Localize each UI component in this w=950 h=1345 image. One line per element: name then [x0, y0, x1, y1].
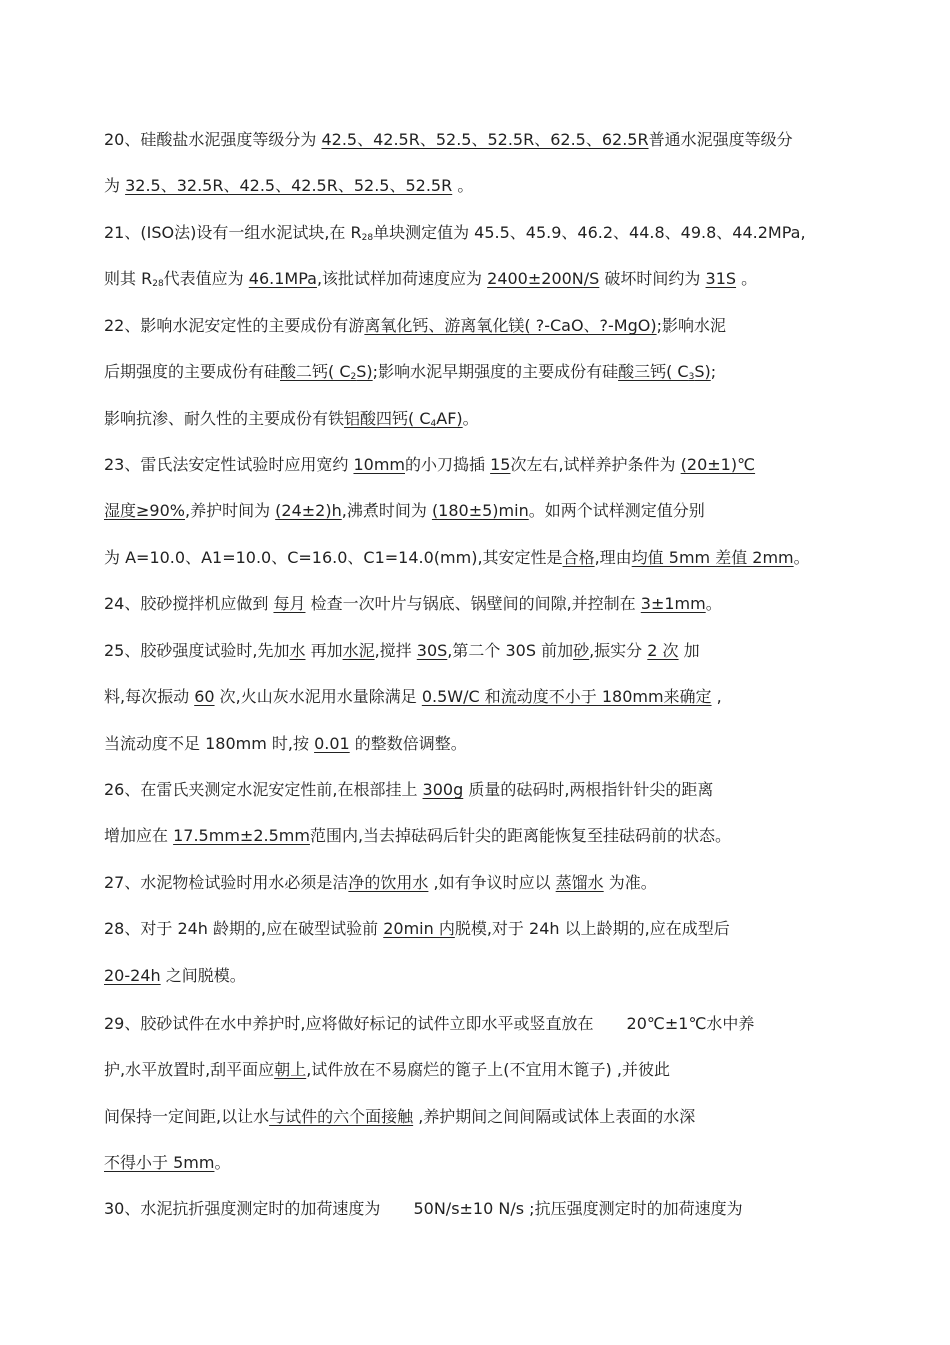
q23-text: ,养护时间为 — [184, 501, 271, 520]
q28-answer-demold-time: 20min 内 — [383, 919, 455, 938]
q22-answer-text: 酸三钙( C — [618, 362, 689, 381]
q29-text: ,养护期间之间间隔或试体上表面的水深 — [418, 1107, 696, 1126]
q29-text: 护,水平放置时,刮平面应 — [104, 1060, 275, 1079]
q22-answer-text: S) — [694, 362, 711, 381]
q20-line-2 — [104, 175, 864, 197]
q29-text: 。 — [214, 1153, 231, 1172]
q23-answer-humidity: 湿度≥90% — [104, 501, 185, 520]
q22-subscript: 2 — [350, 372, 357, 382]
q28-text: 之间脱模。 — [165, 966, 246, 985]
q27-answer-drinking-water: 净的饮用水 — [348, 873, 429, 892]
q22-answer-text: 铝酸四钙( C — [344, 409, 431, 428]
q27-text: ,如有争议时应以 — [433, 873, 551, 892]
q25-line-2 — [104, 686, 864, 708]
q23-answer-boiling: (180±5)min — [431, 501, 529, 520]
q30-text: 30、水泥抗折强度测定时的加荷速度为 — [104, 1199, 381, 1218]
q23-text: 23、雷氏法安定性试验时应用宽约 — [104, 455, 349, 474]
q27-text: 为准。 — [608, 873, 657, 892]
q29-answer-temperature: 20℃±1℃水中养 — [626, 1014, 755, 1033]
q29-answer-contact: 与试件的六个面接触 — [269, 1107, 414, 1126]
q23-answer-temp: (20±1)℃ — [680, 455, 756, 474]
q22-answer-text: AF) — [436, 409, 463, 428]
q25-line-3 — [104, 733, 864, 755]
q25-answer-cement: 水泥 — [342, 641, 375, 660]
q29-text: ,试件放在不易腐烂的篦子上(不宜用木篦子) — [306, 1060, 612, 1079]
q21-answer-rate: 2400±200N/S — [487, 269, 600, 288]
q26-text: 增加应在 — [104, 826, 169, 845]
q21-answer-representative: 46.1MPa — [248, 269, 317, 288]
q25-answer-water: 水 — [289, 641, 306, 660]
q21-text: 代表值应为 — [163, 269, 244, 288]
q25-text: 的整数倍调整。 — [354, 734, 467, 753]
q21-text: 破坏时间约为 — [604, 269, 701, 288]
q29-line-4 — [104, 1152, 864, 1174]
q25-answer-text: 0.5W/C 和流动度不小于 180mm — [421, 687, 664, 706]
q26-answer-weight: 300g — [422, 780, 464, 799]
q21-text: 单块测定值为 45.5、45.9、46.2、44.8、49.8、44.2MPa, — [373, 223, 806, 242]
q21-text: ,该批试样加荷速度应为 — [316, 269, 483, 288]
q26-text: 26、在雷氏夹测定水泥安定性前,在根部挂上 — [104, 780, 418, 799]
q26-line-1 — [104, 779, 864, 801]
q27-line-1 — [104, 872, 864, 894]
q23-text: 。如两个试样测定值分别 — [528, 501, 705, 520]
q25-line-1 — [104, 640, 864, 662]
q23-line-3 — [104, 547, 864, 569]
q23-text: 为 A=10.0、A1=10.0、C=16.0、C1=14.0(mm),其安定性是 — [104, 548, 563, 567]
q25-text: ,振实分 — [589, 641, 643, 660]
q25-text: 料,每次振动 — [104, 687, 190, 706]
q29-line-3 — [104, 1106, 864, 1128]
q22-text: ;影响水泥 — [656, 316, 727, 335]
q25-answer-sand: 砂 — [573, 641, 590, 660]
q23-line-1 — [104, 454, 864, 476]
q25-text: , — [716, 687, 722, 706]
q25-text: 加 — [683, 641, 700, 660]
q25-text: 当流动度不足 180mm 时,按 — [104, 734, 309, 753]
q22-line-3 — [104, 408, 864, 435]
q23-text: 次左右,试样养护条件为 — [510, 455, 676, 474]
q22-answer-text: 酸二钙( C — [280, 362, 351, 381]
q29-text: ,并彼此 — [616, 1060, 670, 1079]
q22-text: ;影响水泥早期强度的主要成份有硅 — [372, 362, 619, 381]
q28-answer-demold-window: 20-24h — [104, 966, 161, 985]
q21-line-1 — [104, 222, 864, 249]
q20-text: 20、硅酸盐水泥强度等级分为 — [104, 130, 317, 149]
q30-answer-flexural-rate: 50N/s±10 N/s — [413, 1199, 525, 1218]
q22-answer-text: S) — [356, 362, 373, 381]
q22-text: 。 — [462, 409, 479, 428]
q24-answer-gap: 3±1mm — [640, 594, 706, 613]
q22-text: 后期强度的主要成份有硅 — [104, 362, 281, 381]
q22-answer-c4af — [344, 409, 463, 428]
q25-answer-layers: 2 次 — [647, 641, 679, 660]
q28-text: 28、对于 24h 龄期的,应在破型试验前 — [104, 919, 379, 938]
q29-answer-orientation: 朝上 — [274, 1060, 307, 1079]
q25-text: 25、胶砂强度试验时,先加 — [104, 641, 290, 660]
q23-answer-width: 10mm — [353, 455, 405, 474]
q23-answer-reason: 均值 5mm 差值 2mm — [631, 548, 794, 567]
q22-text: 22、影响水泥安定性的主要成份有游 — [104, 316, 365, 335]
q22-subscript: 4 — [430, 419, 437, 429]
q25-answer-mix-time: 30S — [416, 641, 448, 660]
q22-answer-c2s — [280, 362, 373, 381]
q23-text: 的小刀捣插 — [405, 455, 486, 474]
q22-subscript: 3 — [688, 372, 695, 382]
q20-text: 。 — [457, 176, 474, 195]
q25-answer-text: 来确定 — [663, 687, 712, 706]
q22-text: ; — [710, 362, 717, 381]
q24-line-1 — [104, 593, 864, 615]
q21-subscript: 28 — [361, 233, 374, 243]
q27-text: 27、水泥物检试验时用水必须是洁 — [104, 873, 349, 892]
q21-text: 则其 R — [104, 269, 153, 288]
q21-text: 21、(ISO法)设有一组水泥试块,在 R — [104, 223, 362, 242]
q22-answer-stability: 离氧化钙、游离氧化镁( ?-CaO、?-MgO) — [364, 316, 657, 335]
q21-text: 。 — [741, 269, 758, 288]
q25-answer-water-demand — [422, 687, 712, 706]
q23-text: ,沸煮时间为 — [341, 501, 427, 520]
q22-line-1 — [104, 315, 864, 337]
q20-text: 为 — [104, 176, 121, 195]
q22-text: 影响抗渗、耐久性的主要成份有铁 — [104, 409, 345, 428]
q26-answer-range: 17.5mm±2.5mm — [173, 826, 310, 845]
q23-answer-result: 合格 — [562, 548, 595, 567]
q28-line-1 — [104, 918, 864, 940]
q24-text: 检查一次叶片与锅底、锅壁间的间隙,并控制在 — [310, 594, 636, 613]
q28-text: 脱模,对于 24h 以上龄期的,应在成型后 — [454, 919, 730, 938]
q25-text: 次,火山灰水泥用水量除满足 — [219, 687, 417, 706]
q20-line-1 — [104, 129, 864, 151]
q27-answer-distilled-water: 蒸馏水 — [555, 873, 604, 892]
q21-line-2 — [104, 268, 864, 295]
q26-text: 质量的砝码时,两根指针针尖的距离 — [468, 780, 714, 799]
q24-answer-frequency: 每月 — [273, 594, 306, 613]
q22-line-2 — [104, 361, 864, 388]
q25-text: ,第二个 30S 前加 — [447, 641, 574, 660]
q20-answer-ordinary: 32.5、32.5R、42.5、42.5R、52.5、52.5R — [125, 176, 453, 195]
q23-answer-curing: (24±2)h — [275, 501, 342, 520]
q22-answer-c3s — [618, 362, 711, 381]
q23-text: ,理由 — [594, 548, 632, 567]
q23-line-2 — [104, 500, 864, 522]
q25-answer-vibrations: 60 — [194, 687, 215, 706]
q29-line-2 — [104, 1059, 864, 1081]
q29-text: 间保持一定间距,以让水 — [104, 1107, 270, 1126]
q30-text: ;抗压强度测定时的加荷速度为 — [529, 1199, 743, 1218]
q23-text: 。 — [793, 548, 810, 567]
q25-answer-multiple: 0.01 — [314, 734, 350, 753]
q21-answer-time: 31S — [705, 269, 737, 288]
q29-line-1 — [104, 1013, 864, 1035]
q29-text: 29、胶砂试件在水中养护时,应将做好标记的试件立即水平或竖直放在 — [104, 1014, 594, 1033]
q20-text: 普通水泥强度等级分 — [648, 130, 793, 149]
q24-text: 24、胶砂搅拌机应做到 — [104, 594, 269, 613]
q21-subscript: 28 — [152, 279, 164, 289]
q26-line-2 — [104, 825, 864, 847]
q23-answer-count: 15 — [490, 455, 511, 474]
q24-text: 。 — [705, 594, 722, 613]
q30-line-1 — [104, 1198, 864, 1220]
q25-text: ,搅拌 — [374, 641, 412, 660]
q26-text: 范围内,当去掉砝码后针尖的距离能恢复至挂砝码前的状态。 — [309, 826, 732, 845]
q29-answer-depth: 不得小于 5mm — [104, 1153, 215, 1172]
q20-answer-silicate: 42.5、42.5R、52.5、52.5R、62.5、62.5R — [321, 130, 649, 149]
q28-line-2 — [104, 965, 864, 987]
q25-text: 再加 — [310, 641, 343, 660]
